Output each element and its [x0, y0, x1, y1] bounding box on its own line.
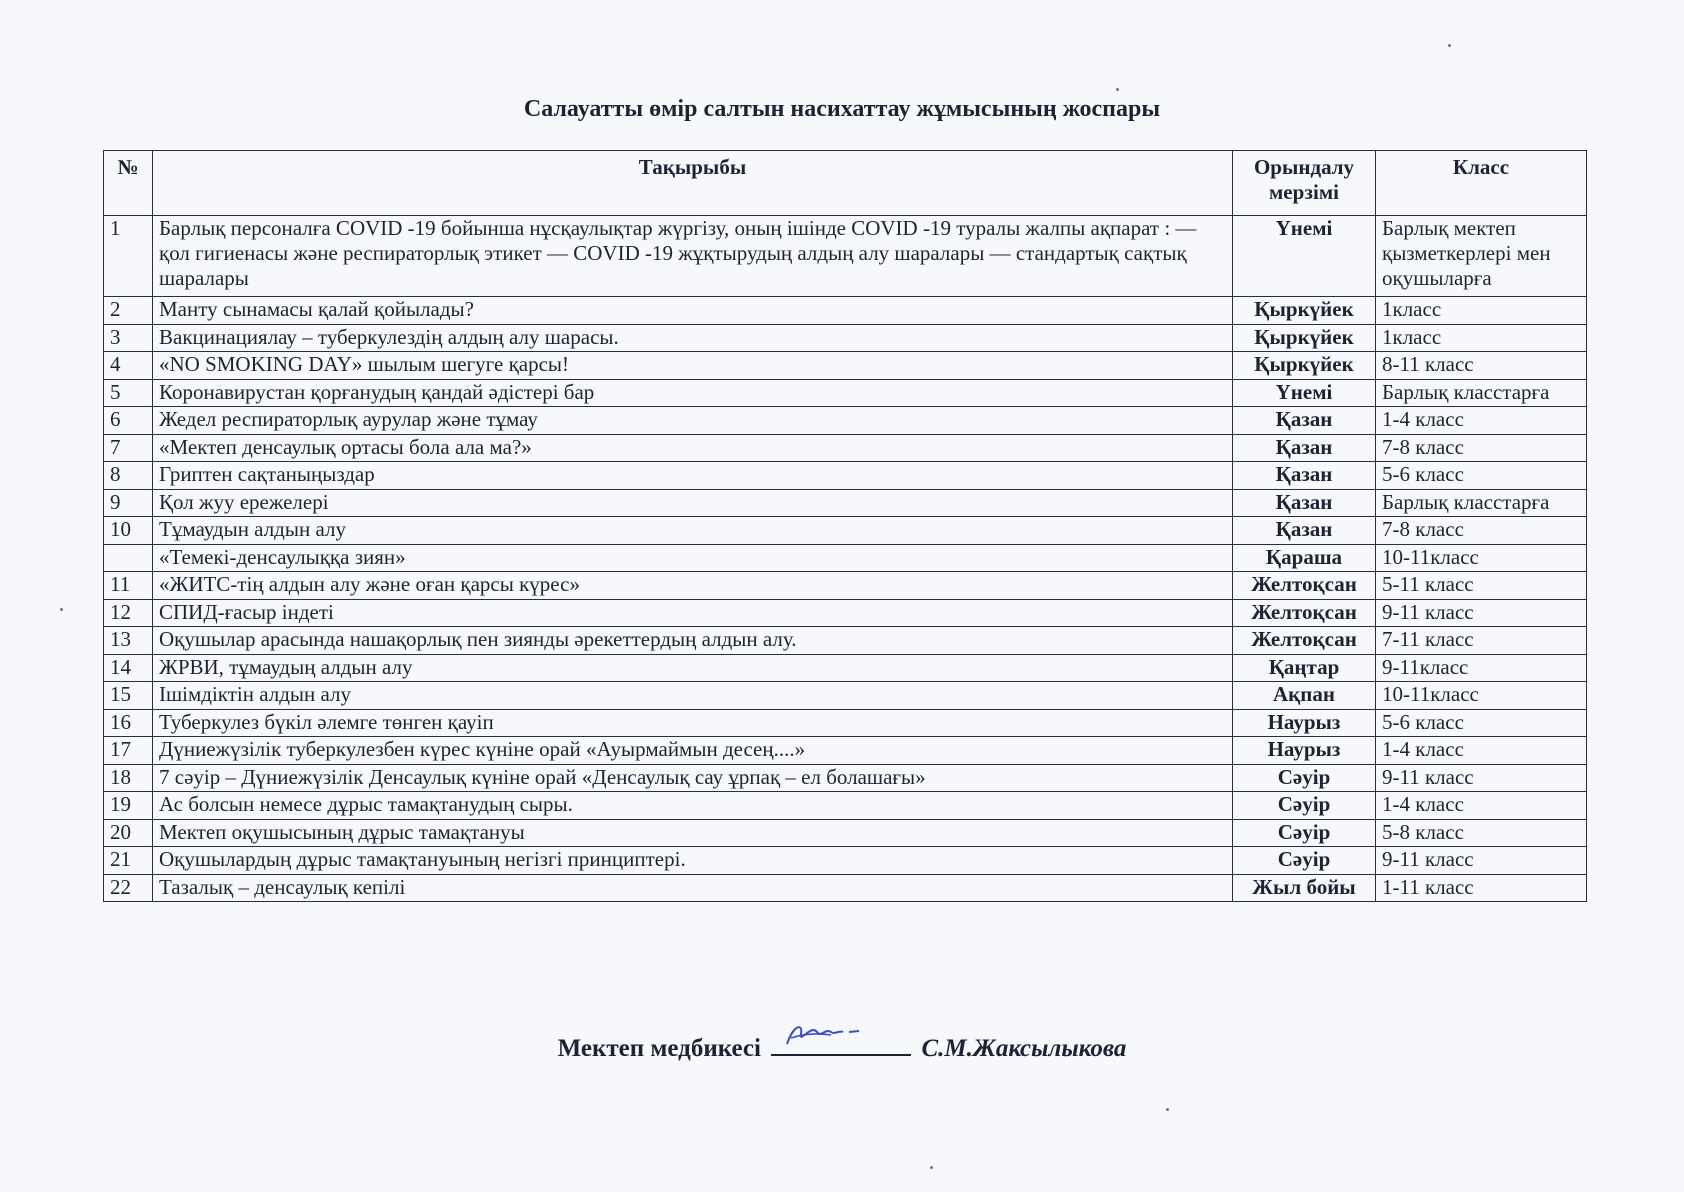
row-term: Қазан — [1233, 517, 1376, 545]
row-topic: 7 сәуір – Дүниежүзілік Денсаулық күніне орай «Денсаулық сау ұрпақ – ел болашағы» — [153, 764, 1233, 792]
row-class: 1класс — [1376, 324, 1587, 352]
column-header-class: Класс — [1376, 151, 1587, 216]
row-term: Желтоқсан — [1233, 627, 1376, 655]
row-term: Қазан — [1233, 434, 1376, 462]
row-number: 13 — [104, 627, 153, 655]
table-row — [104, 819, 1587, 847]
table-row — [104, 517, 1587, 545]
row-number: 18 — [104, 764, 153, 792]
row-number: 12 — [104, 599, 153, 627]
table-row — [104, 682, 1587, 710]
row-class: 1-4 класс — [1376, 737, 1587, 765]
row-class: 9-11 класс — [1376, 599, 1587, 627]
row-class: 1-11 класс — [1376, 874, 1587, 902]
row-term: Сәуір — [1233, 764, 1376, 792]
row-topic: Оқушылардың дұрыс тамақтануының негізгі принциптері. — [153, 847, 1233, 875]
table-row — [104, 489, 1587, 517]
table-row — [104, 847, 1587, 875]
row-number: 15 — [104, 682, 153, 710]
row-number: 1 — [104, 216, 153, 297]
row-class: 8-11 класс — [1376, 352, 1587, 380]
table-row — [104, 544, 1587, 572]
row-class: Барлық мектеп қызметкерлері мен оқушыларға — [1376, 216, 1587, 297]
row-class: 10-11класс — [1376, 682, 1587, 710]
row-class: Барлық класстарға — [1376, 489, 1587, 517]
row-topic: Туберкулез бүкіл әлемге төнген қауіп — [153, 709, 1233, 737]
table-row — [104, 462, 1587, 490]
row-class: 1-4 класс — [1376, 792, 1587, 820]
row-class: Барлық класстарға — [1376, 379, 1587, 407]
table-row — [104, 792, 1587, 820]
row-class: 1класс — [1376, 297, 1587, 325]
row-number — [104, 544, 153, 572]
row-term: Желтоқсан — [1233, 599, 1376, 627]
row-topic: Мектеп оқушысының дұрыс тамақтануы — [153, 819, 1233, 847]
row-number: 20 — [104, 819, 153, 847]
table-row — [104, 216, 1587, 297]
row-term: Қараша — [1233, 544, 1376, 572]
plan-table — [103, 150, 1587, 902]
table-row — [104, 352, 1587, 380]
signature-block — [0, 1032, 1684, 1063]
table-row — [104, 407, 1587, 435]
row-number: 9 — [104, 489, 153, 517]
table-row — [104, 324, 1587, 352]
row-term: Сәуір — [1233, 819, 1376, 847]
row-term: Қаңтар — [1233, 654, 1376, 682]
row-topic: Гриптен сақтаныңыздар — [153, 462, 1233, 490]
row-class: 7-8 класс — [1376, 517, 1587, 545]
row-term: Үнемі — [1233, 216, 1376, 297]
row-class: 9-11 класс — [1376, 764, 1587, 792]
row-class: 7-11 класс — [1376, 627, 1587, 655]
row-topic: Дүниежүзілік туберкулезбен күрес күніне орай «Ауырмаймын десең....» — [153, 737, 1233, 765]
row-number: 6 — [104, 407, 153, 435]
row-topic: Тазалық – денсаулық кепілі — [153, 874, 1233, 902]
row-topic: СПИД-ғасыр індеті — [153, 599, 1233, 627]
page-title-text: Салауатты өмір салтын насихаттау жұмысының жоспары — [523, 96, 1161, 122]
table-header-row — [104, 151, 1587, 216]
row-term: Сәуір — [1233, 847, 1376, 875]
row-topic: Жедел респираторлық аурулар және тұмау — [153, 407, 1233, 435]
column-header-term: Орындалу мерзімі — [1233, 151, 1376, 216]
row-topic: «ЖИТС-тің алдын алу және оған қарсы күрес» — [153, 572, 1233, 600]
row-number: 21 — [104, 847, 153, 875]
row-number: 16 — [104, 709, 153, 737]
row-number: 4 — [104, 352, 153, 380]
table-body — [104, 216, 1587, 902]
table-row — [104, 764, 1587, 792]
row-topic: ЖРВИ, тұмаудың алдын алу — [153, 654, 1233, 682]
row-term: Қыркүйек — [1233, 297, 1376, 325]
table-row — [104, 379, 1587, 407]
row-term: Қазан — [1233, 489, 1376, 517]
table-row — [104, 654, 1587, 682]
row-topic: Қол жуу ережелері — [153, 489, 1233, 517]
row-topic: Коронавирустан қорғанудың қандай әдістері бар — [153, 379, 1233, 407]
signature-label: Мектеп медбикесі — [557, 1035, 761, 1062]
handwritten-signature — [781, 1018, 881, 1052]
page-title — [0, 96, 1684, 123]
row-term: Наурыз — [1233, 737, 1376, 765]
row-class: 10-11класс — [1376, 544, 1587, 572]
row-number: 8 — [104, 462, 153, 490]
row-term: Сәуір — [1233, 792, 1376, 820]
table-row — [104, 599, 1587, 627]
row-class: 5-11 класс — [1376, 572, 1587, 600]
table-row — [104, 297, 1587, 325]
table-row — [104, 572, 1587, 600]
scan-speck — [930, 1166, 933, 1169]
row-class: 9-11класс — [1376, 654, 1587, 682]
row-number: 22 — [104, 874, 153, 902]
row-class: 9-11 класс — [1376, 847, 1587, 875]
table-row — [104, 434, 1587, 462]
scan-speck — [1166, 1108, 1169, 1111]
row-number: 7 — [104, 434, 153, 462]
row-topic: Тұмаудын алдын алу — [153, 517, 1233, 545]
row-class: 1-4 класс — [1376, 407, 1587, 435]
row-term: Қыркүйек — [1233, 352, 1376, 380]
row-term: Қазан — [1233, 407, 1376, 435]
row-term: Үнемі — [1233, 379, 1376, 407]
row-topic: Барлық персоналға COVID -19 бойынша нұсқаулықтар жүргізу, оның ішінде COVID -19 туралы жалпы ақпарат : — қол гигиенасы және респираторлық этикет — COVID -19 жұқтырудың алдың алу шаралары — стандартық сақтық шаралары — [153, 216, 1233, 297]
table-row — [104, 737, 1587, 765]
table-row — [104, 874, 1587, 902]
row-class: 5-6 класс — [1376, 709, 1587, 737]
row-class: 7-8 класс — [1376, 434, 1587, 462]
row-topic: Манту сынамасы қалай қойылады? — [153, 297, 1233, 325]
scan-speck — [1116, 88, 1119, 91]
row-term: Қазан — [1233, 462, 1376, 490]
table-row — [104, 709, 1587, 737]
row-number: 2 — [104, 297, 153, 325]
row-topic: Ішімдіктін алдын алу — [153, 682, 1233, 710]
scan-speck — [60, 608, 63, 611]
row-number: 10 — [104, 517, 153, 545]
row-term: Жыл бойы — [1233, 874, 1376, 902]
row-term: Желтоқсан — [1233, 572, 1376, 600]
scan-speck — [1448, 44, 1451, 47]
signature-name: С.М.Жаксылыкова — [921, 1035, 1127, 1062]
row-number: 14 — [104, 654, 153, 682]
signature-line — [771, 1032, 911, 1056]
row-number: 5 — [104, 379, 153, 407]
table-row — [104, 627, 1587, 655]
row-topic: «NO SMOKING DAY» шылым шегуге қарсы! — [153, 352, 1233, 380]
row-topic: «Темекі-денсаулыққа зиян» — [153, 544, 1233, 572]
row-term: Наурыз — [1233, 709, 1376, 737]
row-number: 3 — [104, 324, 153, 352]
row-number: 19 — [104, 792, 153, 820]
row-term: Қыркүйек — [1233, 324, 1376, 352]
row-term: Ақпан — [1233, 682, 1376, 710]
row-class: 5-8 класс — [1376, 819, 1587, 847]
row-number: 17 — [104, 737, 153, 765]
row-class: 5-6 класс — [1376, 462, 1587, 490]
column-header-topic: Тақырыбы — [153, 151, 1233, 216]
column-header-num: № — [104, 151, 153, 216]
row-topic: «Мектеп денсаулық ортасы бола ала ма?» — [153, 434, 1233, 462]
row-topic: Вакцинациялау – туберкулездің алдың алу шарасы. — [153, 324, 1233, 352]
row-topic: Оқушылар арасында нашақорлық пен зиянды әрекеттердың алдын алу. — [153, 627, 1233, 655]
row-number: 11 — [104, 572, 153, 600]
row-topic: Ас болсын немесе дұрыс тамақтанудың сыры. — [153, 792, 1233, 820]
